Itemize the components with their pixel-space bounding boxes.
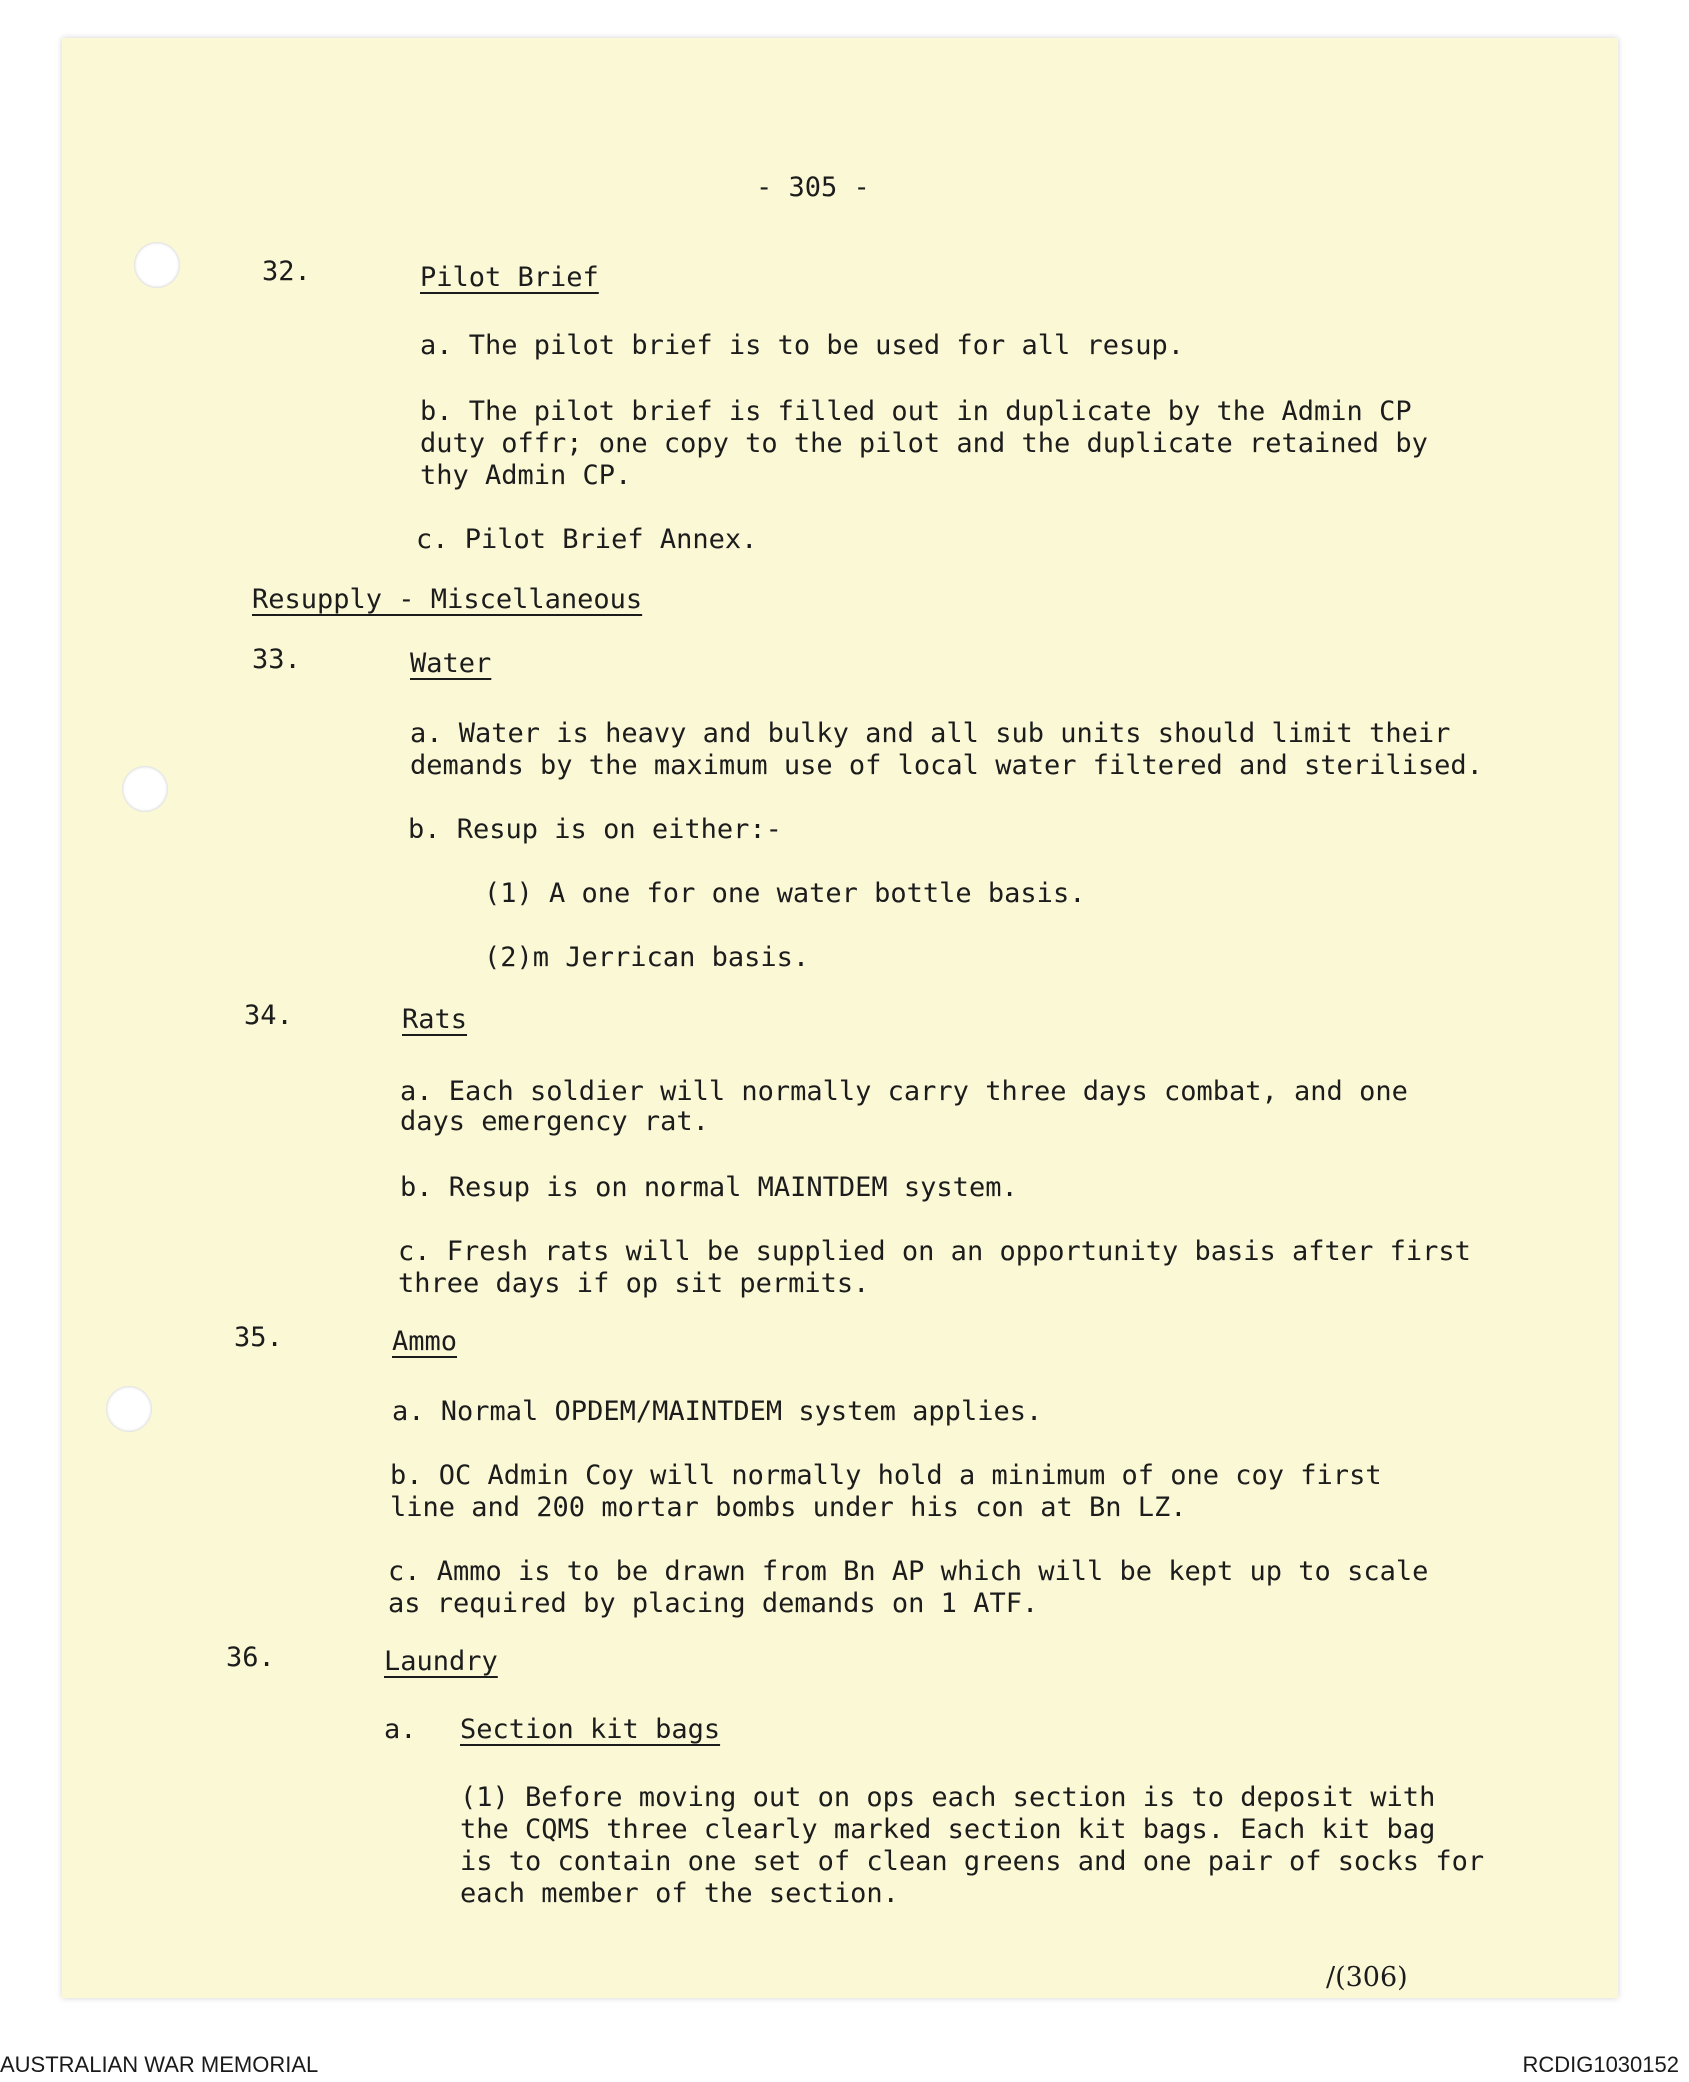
punch-hole-top (134, 242, 180, 288)
section-36-number: 36. (226, 1642, 275, 1673)
section-34-item-a-line2: days emergency rat. (400, 1106, 709, 1137)
section-35-item-c-line2: as required by placing demands on 1 ATF. (388, 1588, 1039, 1619)
punch-hole-middle (122, 766, 168, 812)
section-36-para1-line3: is to contain one set of clean greens and one pair of socks for (460, 1846, 1485, 1877)
section-33-item-a-line1: a. Water is heavy and bulky and all sub units should limit their (410, 718, 1451, 749)
section-33-number: 33. (252, 644, 301, 675)
section-36-para1-line4: each member of the section. (460, 1878, 899, 1909)
section-35-title: Ammo (392, 1326, 458, 1357)
footer-record-id: RCDIG1030152 (1522, 2052, 1679, 2077)
section-34-number: 34. (244, 1000, 293, 1031)
section-36-title: Laundry (384, 1646, 498, 1677)
punch-hole-bottom (106, 1386, 152, 1432)
section-34-item-b: b. Resup is on normal MAINTDEM system. (400, 1172, 1018, 1203)
section-32-item-a: a. The pilot brief is to be used for all resup. (420, 330, 1185, 361)
footer-archive-name: AUSTRALIAN WAR MEMORIAL (0, 2052, 319, 2077)
section-36-para1-line2: the CQMS three clearly marked section kit bags. Each kit bag (460, 1814, 1436, 1845)
section-33-item-b-sub1: (1) A one for one water bottle basis. (484, 878, 1086, 909)
section-36-item-a-title: Section kit bags (460, 1714, 721, 1745)
resupply-heading: Resupply - Miscellaneous (252, 584, 643, 615)
section-36-item-a-label: a. (384, 1714, 417, 1745)
section-33-title: Water (410, 648, 492, 679)
section-35-number: 35. (234, 1322, 283, 1353)
section-32-item-b-line2: duty offr; one copy to the pilot and the duplicate retained by (420, 428, 1428, 459)
section-36-para1-line1: (1) Before moving out on ops each section is to deposit with (460, 1782, 1436, 1813)
section-33-item-a-line2: demands by the maximum use of local water filtered and sterilised. (410, 750, 1483, 781)
section-32-item-c: c. Pilot Brief Annex. (416, 524, 758, 555)
section-32-title: Pilot Brief (420, 262, 599, 293)
section-35-item-c-line1: c. Ammo is to be drawn from Bn AP which will be kept up to scale (388, 1556, 1429, 1587)
page-number: - 305 - (756, 172, 870, 203)
section-33-item-b: b. Resup is on either:- (408, 814, 782, 845)
section-35-item-b-line1: b. OC Admin Coy will normally hold a minimum of one coy first (390, 1460, 1382, 1491)
section-35-item-a: a. Normal OPDEM/MAINTDEM system applies. (392, 1396, 1043, 1427)
section-34-item-c-line1: c. Fresh rats will be supplied on an opportunity basis after first (398, 1236, 1471, 1267)
section-34-title: Rats (402, 1004, 468, 1035)
section-33-item-b-sub2: (2)m Jerrican basis. (484, 942, 810, 973)
continuation-marker: /(306) (1326, 1962, 1408, 1993)
section-32-item-b-line1: b. The pilot brief is filled out in duplicate by the Admin CP (420, 396, 1412, 427)
section-34-item-c-line2: three days if op sit permits. (398, 1268, 870, 1299)
section-35-item-b-line2: line and 200 mortar bombs under his con at Bn LZ. (390, 1492, 1187, 1523)
section-34-item-a-line1: a. Each soldier will normally carry three days combat, and one (400, 1076, 1408, 1107)
section-32-item-b-line3: thy Admin CP. (420, 460, 632, 491)
section-32-number: 32. (262, 256, 311, 287)
